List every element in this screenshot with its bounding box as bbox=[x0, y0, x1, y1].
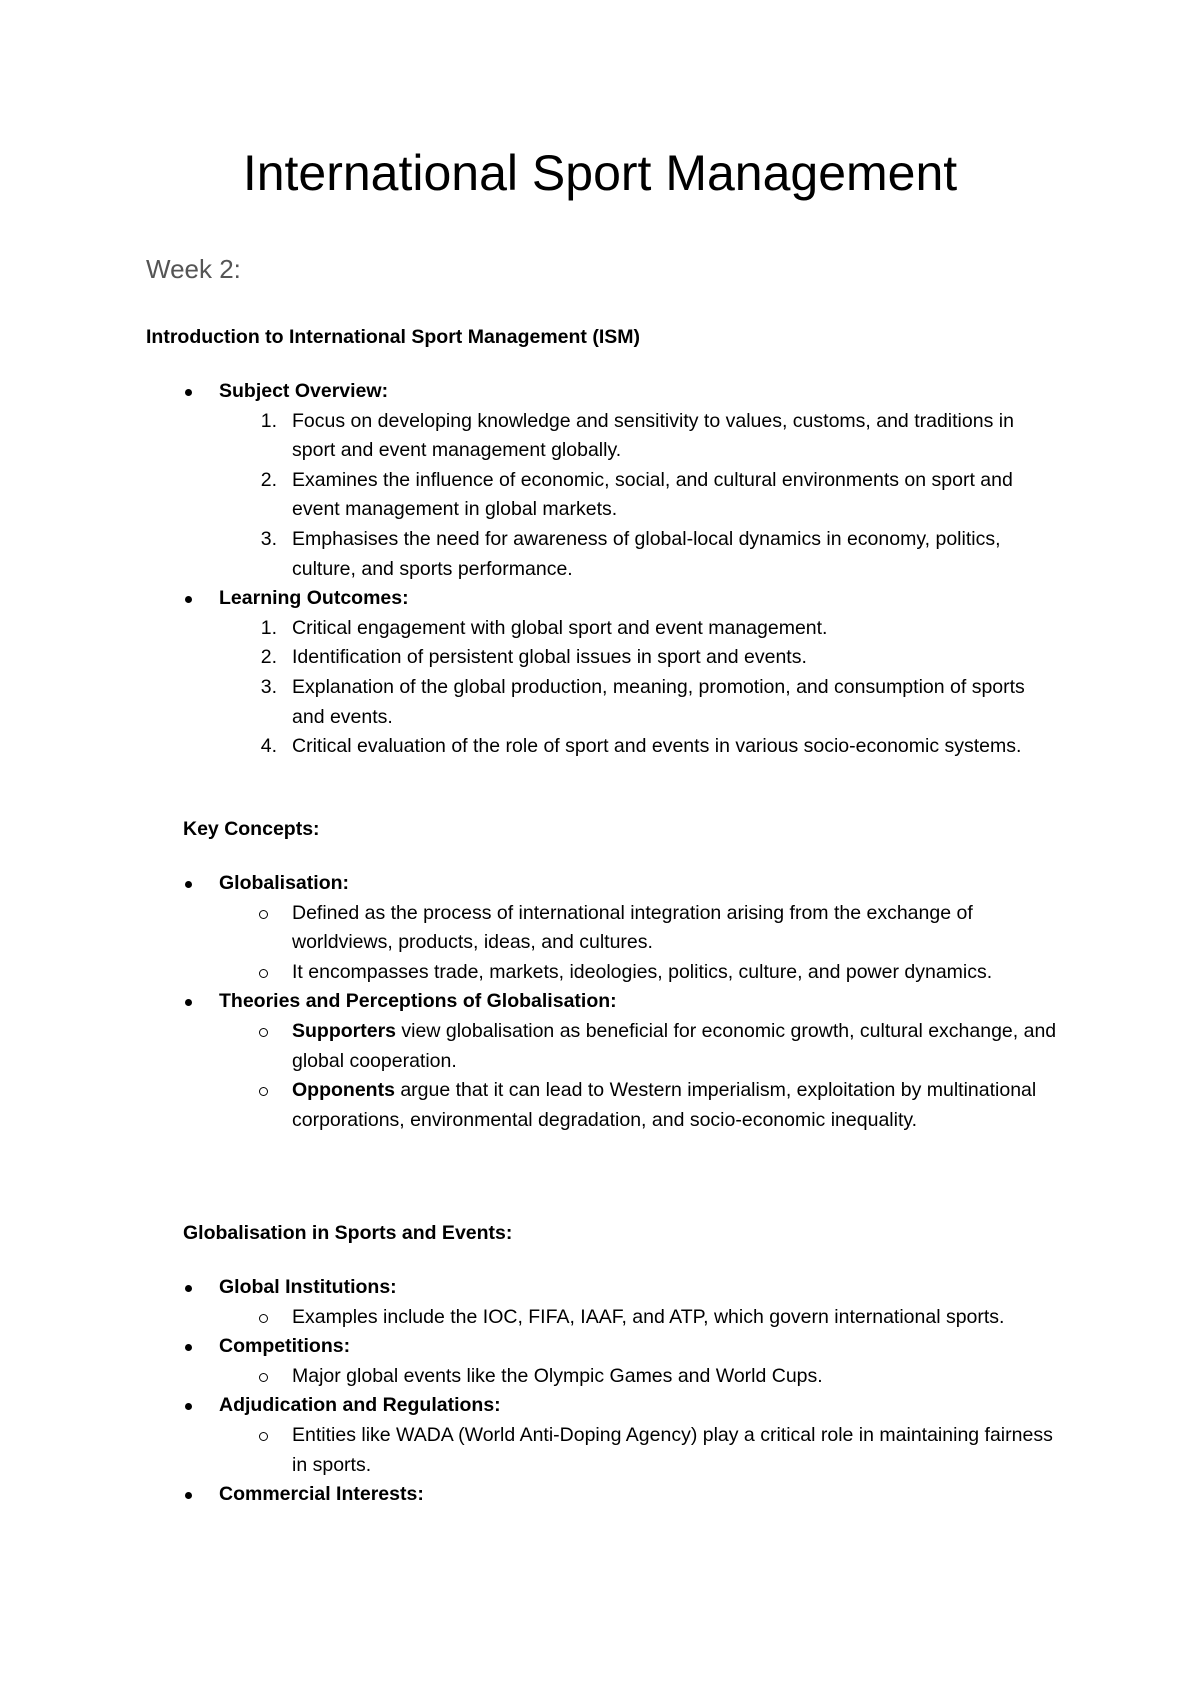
list-item-text: Entities like WADA (World Anti-Doping Agency) play a critical role in maintaining fairness in sports. bbox=[292, 1423, 1053, 1476]
list-item bbox=[0, 1076, 1200, 1135]
list-item bbox=[0, 643, 1200, 673]
list-item-text: It encompasses trade, markets, ideologies, politics, culture, and power dynamics. bbox=[292, 960, 993, 983]
list-item bbox=[0, 1273, 1200, 1303]
list-item-text: Defined as the process of international integration arising from the exchange of worldviews, products, ideas, and cultures. bbox=[292, 901, 973, 954]
list-item bbox=[0, 1303, 1200, 1333]
list-item-text: Emphasises the need for awareness of global-local dynamics in economy, politics, culture, and sports performance. bbox=[292, 527, 1001, 580]
list-number: 2. bbox=[260, 468, 277, 491]
list-item bbox=[0, 1480, 1200, 1510]
list-item bbox=[0, 407, 1200, 466]
list-number: 3. bbox=[260, 527, 277, 550]
list-item-text: Critical engagement with global sport and event management. bbox=[292, 616, 828, 639]
list-item-label: Globalisation: bbox=[219, 872, 350, 894]
week-heading: Week 2: bbox=[146, 254, 241, 284]
list-number: 2. bbox=[260, 646, 277, 669]
hollow-bullet-icon bbox=[259, 1087, 268, 1096]
list-item-label: Competitions: bbox=[219, 1335, 351, 1358]
emphasis-text: Supporters bbox=[292, 1019, 397, 1042]
list-item bbox=[0, 732, 1200, 762]
bullet-icon bbox=[185, 1403, 192, 1410]
list-item bbox=[0, 466, 1200, 525]
intro-heading: Introduction to International Sport Management (ISM) bbox=[146, 326, 640, 348]
list-item-label: Adjudication and Regulations: bbox=[219, 1394, 501, 1417]
list-item bbox=[0, 1332, 1200, 1362]
list-item-text: Identification of persistent global issues in sport and events. bbox=[292, 646, 807, 669]
globalisation-sports-heading: Globalisation in Sports and Events: bbox=[183, 1222, 513, 1244]
document-title: International Sport Management bbox=[242, 145, 958, 201]
list-item bbox=[0, 1017, 1200, 1076]
list-item-label: Subject Overview: bbox=[219, 380, 389, 402]
list-item bbox=[0, 614, 1200, 644]
globalisation-sports-list bbox=[0, 1273, 1200, 1510]
bullet-icon bbox=[185, 999, 192, 1006]
hollow-bullet-icon bbox=[259, 910, 268, 919]
key-concepts-heading: Key Concepts: bbox=[183, 818, 320, 840]
list-item-text: Focus on developing knowledge and sensitivity to values, customs, and traditions in sport and event management globally. bbox=[292, 409, 1014, 462]
list-item-label: Theories and Perceptions of Globalisation: bbox=[219, 990, 617, 1013]
list-item-label: Learning Outcomes: bbox=[219, 587, 409, 610]
list-number: 1. bbox=[260, 616, 277, 639]
key-concepts-list bbox=[0, 869, 1200, 1135]
bullet-icon bbox=[185, 1285, 192, 1292]
list-number: 1. bbox=[260, 409, 277, 432]
list-item-label: Commercial Interests: bbox=[219, 1483, 424, 1506]
list-item-text: Explanation of the global production, meaning, promotion, and consumption of sports and events. bbox=[292, 675, 1025, 728]
list-item bbox=[0, 1391, 1200, 1421]
emphasis-text: Opponents bbox=[292, 1079, 395, 1102]
list-item bbox=[0, 1421, 1200, 1480]
list-item bbox=[0, 525, 1200, 584]
list-item bbox=[0, 584, 1200, 614]
bullet-icon bbox=[185, 596, 192, 603]
list-number: 4. bbox=[260, 735, 277, 758]
list-item bbox=[0, 377, 1200, 407]
list-item-text: Examples include the IOC, FIFA, IAAF, and ATP, which govern international sports. bbox=[292, 1305, 1005, 1328]
list-item bbox=[0, 899, 1200, 958]
list-item-text: argue that it can lead to Western imperialism, exploitation by multinational corporations, environmental degradation, and socio-economic inequality. bbox=[292, 1079, 1037, 1131]
list-item bbox=[0, 673, 1200, 732]
list-item-label: Global Institutions: bbox=[219, 1276, 397, 1298]
list-item bbox=[0, 987, 1200, 1017]
list-item-text: Major global events like the Olympic Games and World Cups. bbox=[292, 1364, 823, 1387]
hollow-bullet-icon bbox=[259, 1432, 268, 1441]
intro-list bbox=[0, 377, 1200, 762]
bullet-icon bbox=[185, 389, 192, 396]
list-item bbox=[0, 1362, 1200, 1392]
bullet-icon bbox=[185, 1492, 192, 1499]
list-number: 3. bbox=[260, 675, 277, 698]
list-item bbox=[0, 869, 1200, 899]
list-item-text: view globalisation as beneficial for economic growth, cultural exchange, and global cooperation. bbox=[292, 1019, 1057, 1072]
list-item bbox=[0, 958, 1200, 988]
hollow-bullet-icon bbox=[259, 1028, 268, 1037]
hollow-bullet-icon bbox=[259, 1314, 268, 1323]
list-item-text: Examines the influence of economic, social, and cultural environments on sport and event management in global markets. bbox=[292, 468, 1013, 521]
hollow-bullet-icon bbox=[259, 969, 268, 978]
bullet-icon bbox=[185, 881, 192, 888]
list-item-text: Critical evaluation of the role of sport and events in various socio-economic systems. bbox=[292, 735, 1022, 758]
hollow-bullet-icon bbox=[259, 1373, 268, 1382]
bullet-icon bbox=[185, 1344, 192, 1351]
